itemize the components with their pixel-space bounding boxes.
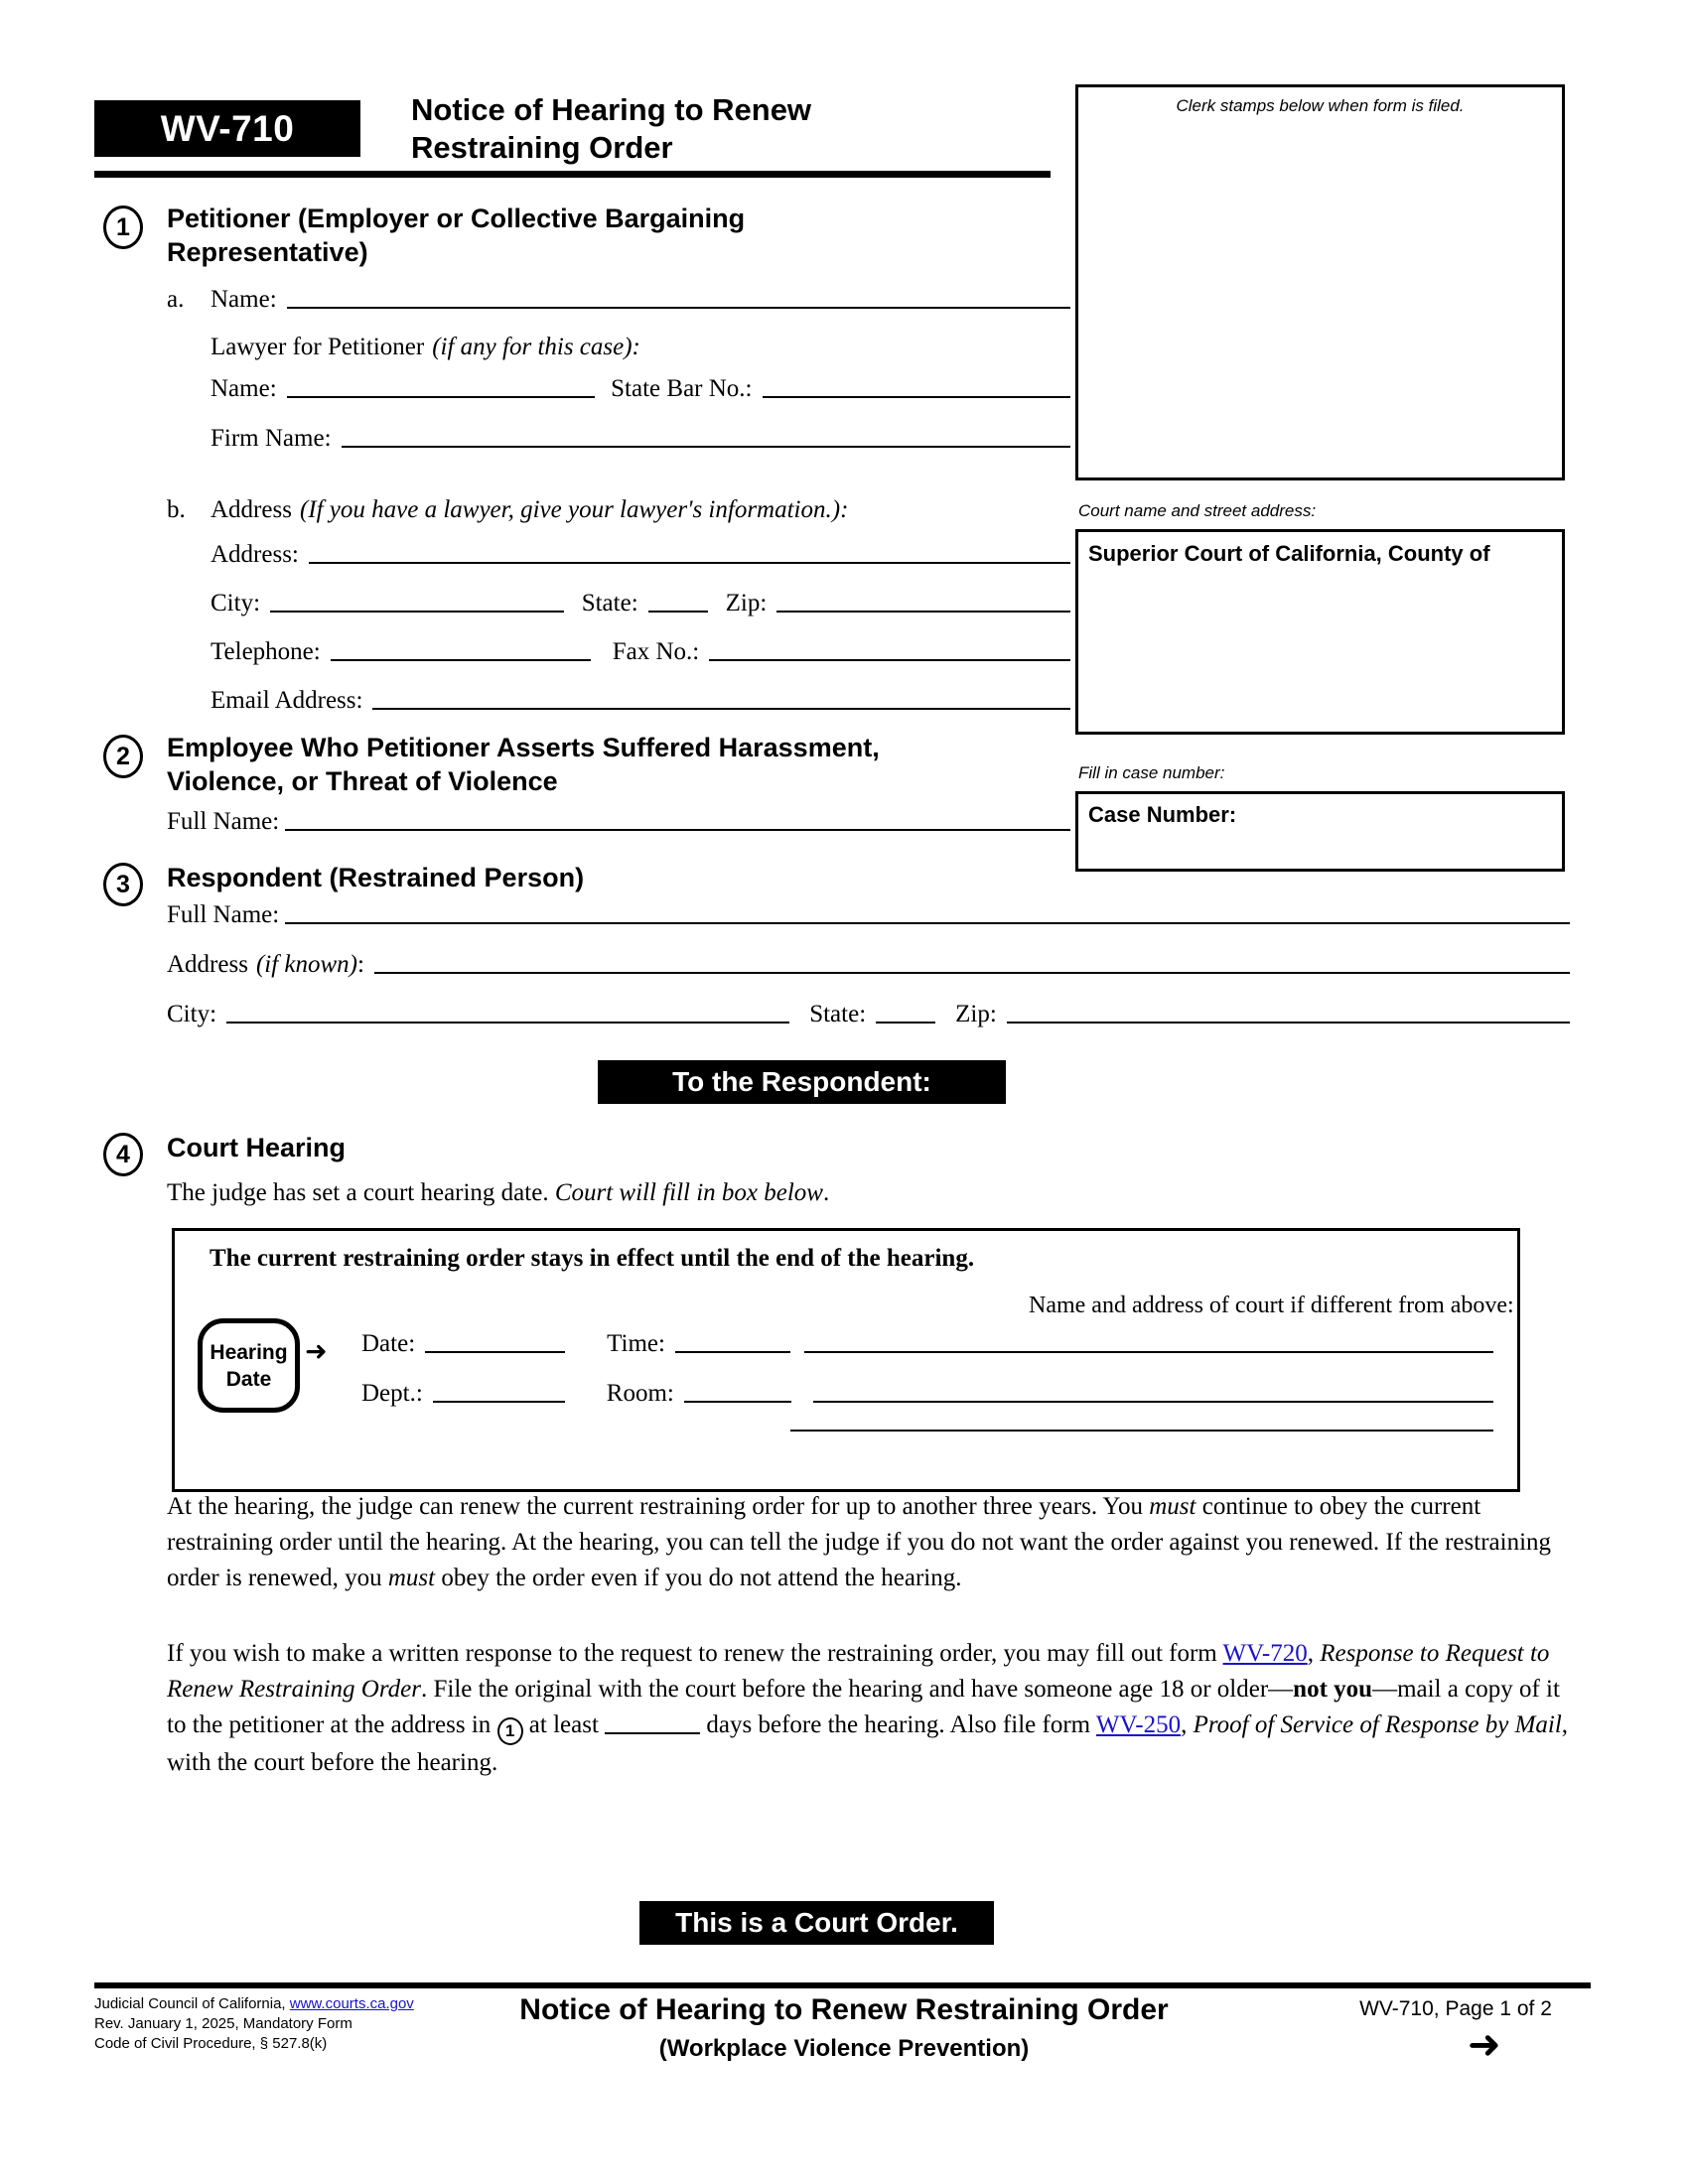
case-number-caption: Fill in case number: xyxy=(1078,763,1225,782)
petitioner-city-row xyxy=(211,590,1070,617)
next-page-arrow-icon: ➜ xyxy=(1468,2022,1501,2068)
hearing-dept-label: Dept.: xyxy=(361,1380,423,1407)
footer-divider xyxy=(94,1982,1591,1988)
petitioner-zip-input[interactable] xyxy=(776,611,1070,613)
section-1-heading-line2: Representative) xyxy=(167,237,368,267)
case-number-box[interactable] xyxy=(1075,791,1565,872)
section-4-intro-italic: Court will fill in box below xyxy=(554,1179,823,1206)
state-bar-label: State Bar No.: xyxy=(611,375,753,402)
section-2-number: 2 xyxy=(103,735,143,778)
petitioner-state-label: State: xyxy=(581,590,638,616)
petitioner-email-row xyxy=(211,687,1070,715)
para2-not-you: not you xyxy=(1293,1676,1373,1703)
firm-name-row xyxy=(211,425,1070,453)
clerk-stamp-box xyxy=(1075,84,1565,480)
hearing-date-pill xyxy=(198,1318,300,1413)
court-order-banner: This is a Court Order. xyxy=(639,1901,994,1945)
section-3-heading: Respondent (Restrained Person) xyxy=(167,863,585,892)
hearing-dept-input[interactable] xyxy=(433,1401,565,1403)
para2-italic-2: Proof of Service of Response by Mail xyxy=(1193,1711,1562,1738)
section-4-heading: Court Hearing xyxy=(167,1133,347,1162)
para1-must-2: must xyxy=(387,1565,436,1591)
section-1-heading-line1: Petitioner (Employer or Collective Bargaining xyxy=(167,204,746,233)
hearing-court-line-3-row xyxy=(790,1430,1493,1436)
petitioner-telephone-label: Telephone: xyxy=(211,638,321,665)
para2-part-c: . File the original with the court before the hearing and have someone age 18 or older— xyxy=(420,1676,1294,1703)
form-title xyxy=(411,91,1007,167)
respondent-state-label: State: xyxy=(809,1001,867,1027)
lawyer-name-label: Name: xyxy=(211,375,277,402)
hearing-date-pill-line1: Hearing xyxy=(210,1340,288,1364)
hearing-date-input[interactable] xyxy=(425,1351,565,1353)
petitioner-email-label: Email Address: xyxy=(211,687,363,714)
right-arrow-icon: ➜ xyxy=(305,1336,328,1367)
footer-line-1 xyxy=(94,1994,414,2014)
petitioner-city-label: City: xyxy=(211,590,261,616)
written-response-paragraph xyxy=(167,1636,1570,1781)
para1-part-a: At the hearing, the judge can renew the current restraining order for up to another three years. You xyxy=(167,1493,1150,1520)
hearing-court-line-2[interactable] xyxy=(813,1401,1493,1403)
hearing-time-label: Time: xyxy=(607,1330,665,1357)
petitioner-address-input[interactable] xyxy=(309,562,1070,564)
employee-name-input[interactable] xyxy=(285,829,1070,831)
respondent-state-input[interactable] xyxy=(876,1022,935,1024)
form-title-line1: Notice of Hearing to Renew xyxy=(411,92,812,127)
footer-title-line2: (Workplace Violence Prevention) xyxy=(658,2035,1030,2062)
address-heading-note: (If you have a lawyer, give your lawyer's information.): xyxy=(299,496,849,523)
section-4-number: 4 xyxy=(103,1133,143,1176)
para2-italic-1: Response to Request to Renew Restraining Order xyxy=(167,1640,1550,1703)
petitioner-address-row xyxy=(211,541,1070,569)
para2-part-f: days before the hearing. Also file form xyxy=(700,1711,1096,1738)
footer-form-title xyxy=(427,1993,1261,2063)
petitioner-city-input[interactable] xyxy=(270,611,564,613)
hearing-box-title: The current restraining order stays in effect until the end of the hearing. xyxy=(210,1245,975,1272)
para2-part-h: , with the court before the hearing. xyxy=(167,1711,1569,1776)
para1-must-1: must xyxy=(1149,1493,1196,1520)
employee-name-row xyxy=(167,808,1070,836)
respondent-address-row xyxy=(167,951,1570,979)
court-name-box[interactable] xyxy=(1075,529,1565,735)
address-heading-label: Address xyxy=(211,496,292,523)
lawyer-label: Lawyer for Petitioner xyxy=(211,334,425,360)
lawyer-name-row xyxy=(211,375,1070,403)
petitioner-fax-label: Fax No.: xyxy=(612,638,700,665)
para1-part-c: obey the order even if you do not attend the hearing. xyxy=(435,1565,962,1591)
hearing-date-row xyxy=(361,1330,1493,1358)
hearing-date-pill-line2: Date xyxy=(225,1367,272,1391)
state-bar-input[interactable] xyxy=(763,396,1071,398)
respondent-city-label: City: xyxy=(167,1001,217,1027)
days-before-hearing-input[interactable] xyxy=(605,1732,700,1734)
section-2-heading-line1: Employee Who Petitioner Asserts Suffered Harassment, xyxy=(167,733,880,762)
para2-part-g: , xyxy=(1181,1711,1194,1738)
section-4-intro-plain: The judge has set a court hearing date. xyxy=(167,1179,555,1206)
respondent-address-label: Address xyxy=(167,951,248,978)
header-divider xyxy=(94,171,1051,178)
hearing-room-input[interactable] xyxy=(684,1401,791,1403)
to-the-respondent-banner: To the Respondent: xyxy=(598,1060,1006,1104)
section-2-heading xyxy=(167,731,1060,798)
petitioner-address-label: Address: xyxy=(211,541,299,568)
lawyer-name-input[interactable] xyxy=(287,396,596,398)
inline-section-1-reference: 1 xyxy=(497,1717,523,1745)
clerk-stamp-caption: Clerk stamps below when form is filed. xyxy=(1176,96,1465,115)
footer-page-number: WV-710, Page 1 of 2 xyxy=(1359,1997,1552,2020)
court-name-caption: Court name and street address: xyxy=(1078,501,1317,520)
hearing-court-line-1[interactable] xyxy=(804,1351,1493,1353)
hearing-dept-row xyxy=(361,1380,1493,1408)
wv-720-link[interactable]: WV-720 xyxy=(1222,1640,1308,1667)
respondent-zip-input[interactable] xyxy=(1007,1022,1570,1024)
petitioner-state-input[interactable] xyxy=(648,611,708,613)
hearing-details-box xyxy=(172,1228,1520,1492)
hearing-date-label: Date: xyxy=(361,1330,416,1357)
section-2-heading-line2: Violence, or Threat of Violence xyxy=(167,766,558,796)
para2-part-b: , xyxy=(1307,1640,1321,1667)
para2-part-a: If you wish to make a written response to the request to renew the restraining order, you may fill out form xyxy=(167,1640,1223,1667)
firm-name-label: Firm Name: xyxy=(211,425,332,452)
footer-council-text: Judicial Council of California, xyxy=(94,1995,290,2012)
para2-part-d: —mail a copy of it to the petitioner at the address in xyxy=(167,1676,1560,1738)
footer-legal-info xyxy=(94,1994,414,2054)
respondent-address-note: (if known) xyxy=(255,951,358,978)
hearing-explanation-paragraph xyxy=(167,1489,1570,1596)
firm-name-input[interactable] xyxy=(342,446,1070,448)
form-title-line2: Restraining Order xyxy=(411,130,673,165)
footer-line-2: Rev. January 1, 2025, Mandatory Form xyxy=(94,2015,352,2032)
footer-line-3: Code of Civil Procedure, § 527.8(k) xyxy=(94,2035,328,2052)
petitioner-fax-input[interactable] xyxy=(709,659,1070,661)
hearing-court-address-label: Name and address of court if different from above: xyxy=(1029,1293,1514,1318)
section-1-heading xyxy=(167,202,921,269)
respondent-zip-label: Zip: xyxy=(955,1001,997,1027)
petitioner-telephone-row xyxy=(211,638,1070,666)
courts-website-link[interactable]: www.courts.ca.gov xyxy=(289,1995,414,2012)
petitioner-zip-label: Zip: xyxy=(725,590,768,616)
address-heading-row xyxy=(167,496,1070,524)
hearing-room-label: Room: xyxy=(606,1380,674,1407)
lawyer-label-note: (if any for this case): xyxy=(432,334,640,360)
respondent-name-label: Full Name: xyxy=(167,901,280,928)
section-1-number: 1 xyxy=(103,205,143,249)
respondent-address-input[interactable] xyxy=(374,972,1570,974)
wv-250-link[interactable]: WV-250 xyxy=(1095,1711,1182,1738)
petitioner-name-input[interactable] xyxy=(287,307,1070,309)
petitioner-name-row xyxy=(167,286,1070,314)
para2-part-e: at least xyxy=(522,1711,606,1738)
section-4-intro-period: . xyxy=(822,1179,830,1206)
section-4-intro xyxy=(167,1175,1160,1211)
section-3-number: 3 xyxy=(103,863,143,906)
lawyer-heading-row xyxy=(211,334,1070,361)
employee-name-label: Full Name: xyxy=(167,808,280,835)
respondent-name-input[interactable] xyxy=(285,922,1570,924)
petitioner-telephone-input[interactable] xyxy=(331,659,591,661)
para1-part-b: continue to obey the current restraining order until the hearing. At the hearing, you can tell the judge if you do not want the order against you renewed. If the restraining order is renewed, you xyxy=(167,1493,1552,1591)
hearing-time-input[interactable] xyxy=(675,1351,790,1353)
respondent-address-colon: : xyxy=(357,951,364,978)
petitioner-email-input[interactable] xyxy=(372,708,1070,710)
petitioner-name-label: Name: xyxy=(211,286,277,313)
respondent-city-input[interactable] xyxy=(226,1022,789,1024)
hearing-court-line-3[interactable] xyxy=(790,1430,1493,1432)
item-b-marker: b. xyxy=(167,496,186,523)
respondent-city-row xyxy=(167,1001,1570,1028)
court-name-value: Superior Court of California, County of xyxy=(1088,541,1490,566)
form-number-badge: WV-710 xyxy=(94,100,360,157)
respondent-name-row xyxy=(167,901,1570,929)
item-a-marker: a. xyxy=(167,286,185,313)
case-number-label: Case Number: xyxy=(1088,802,1237,827)
footer-title-line1: Notice of Hearing to Renew Restraining Order xyxy=(519,1993,1169,2026)
